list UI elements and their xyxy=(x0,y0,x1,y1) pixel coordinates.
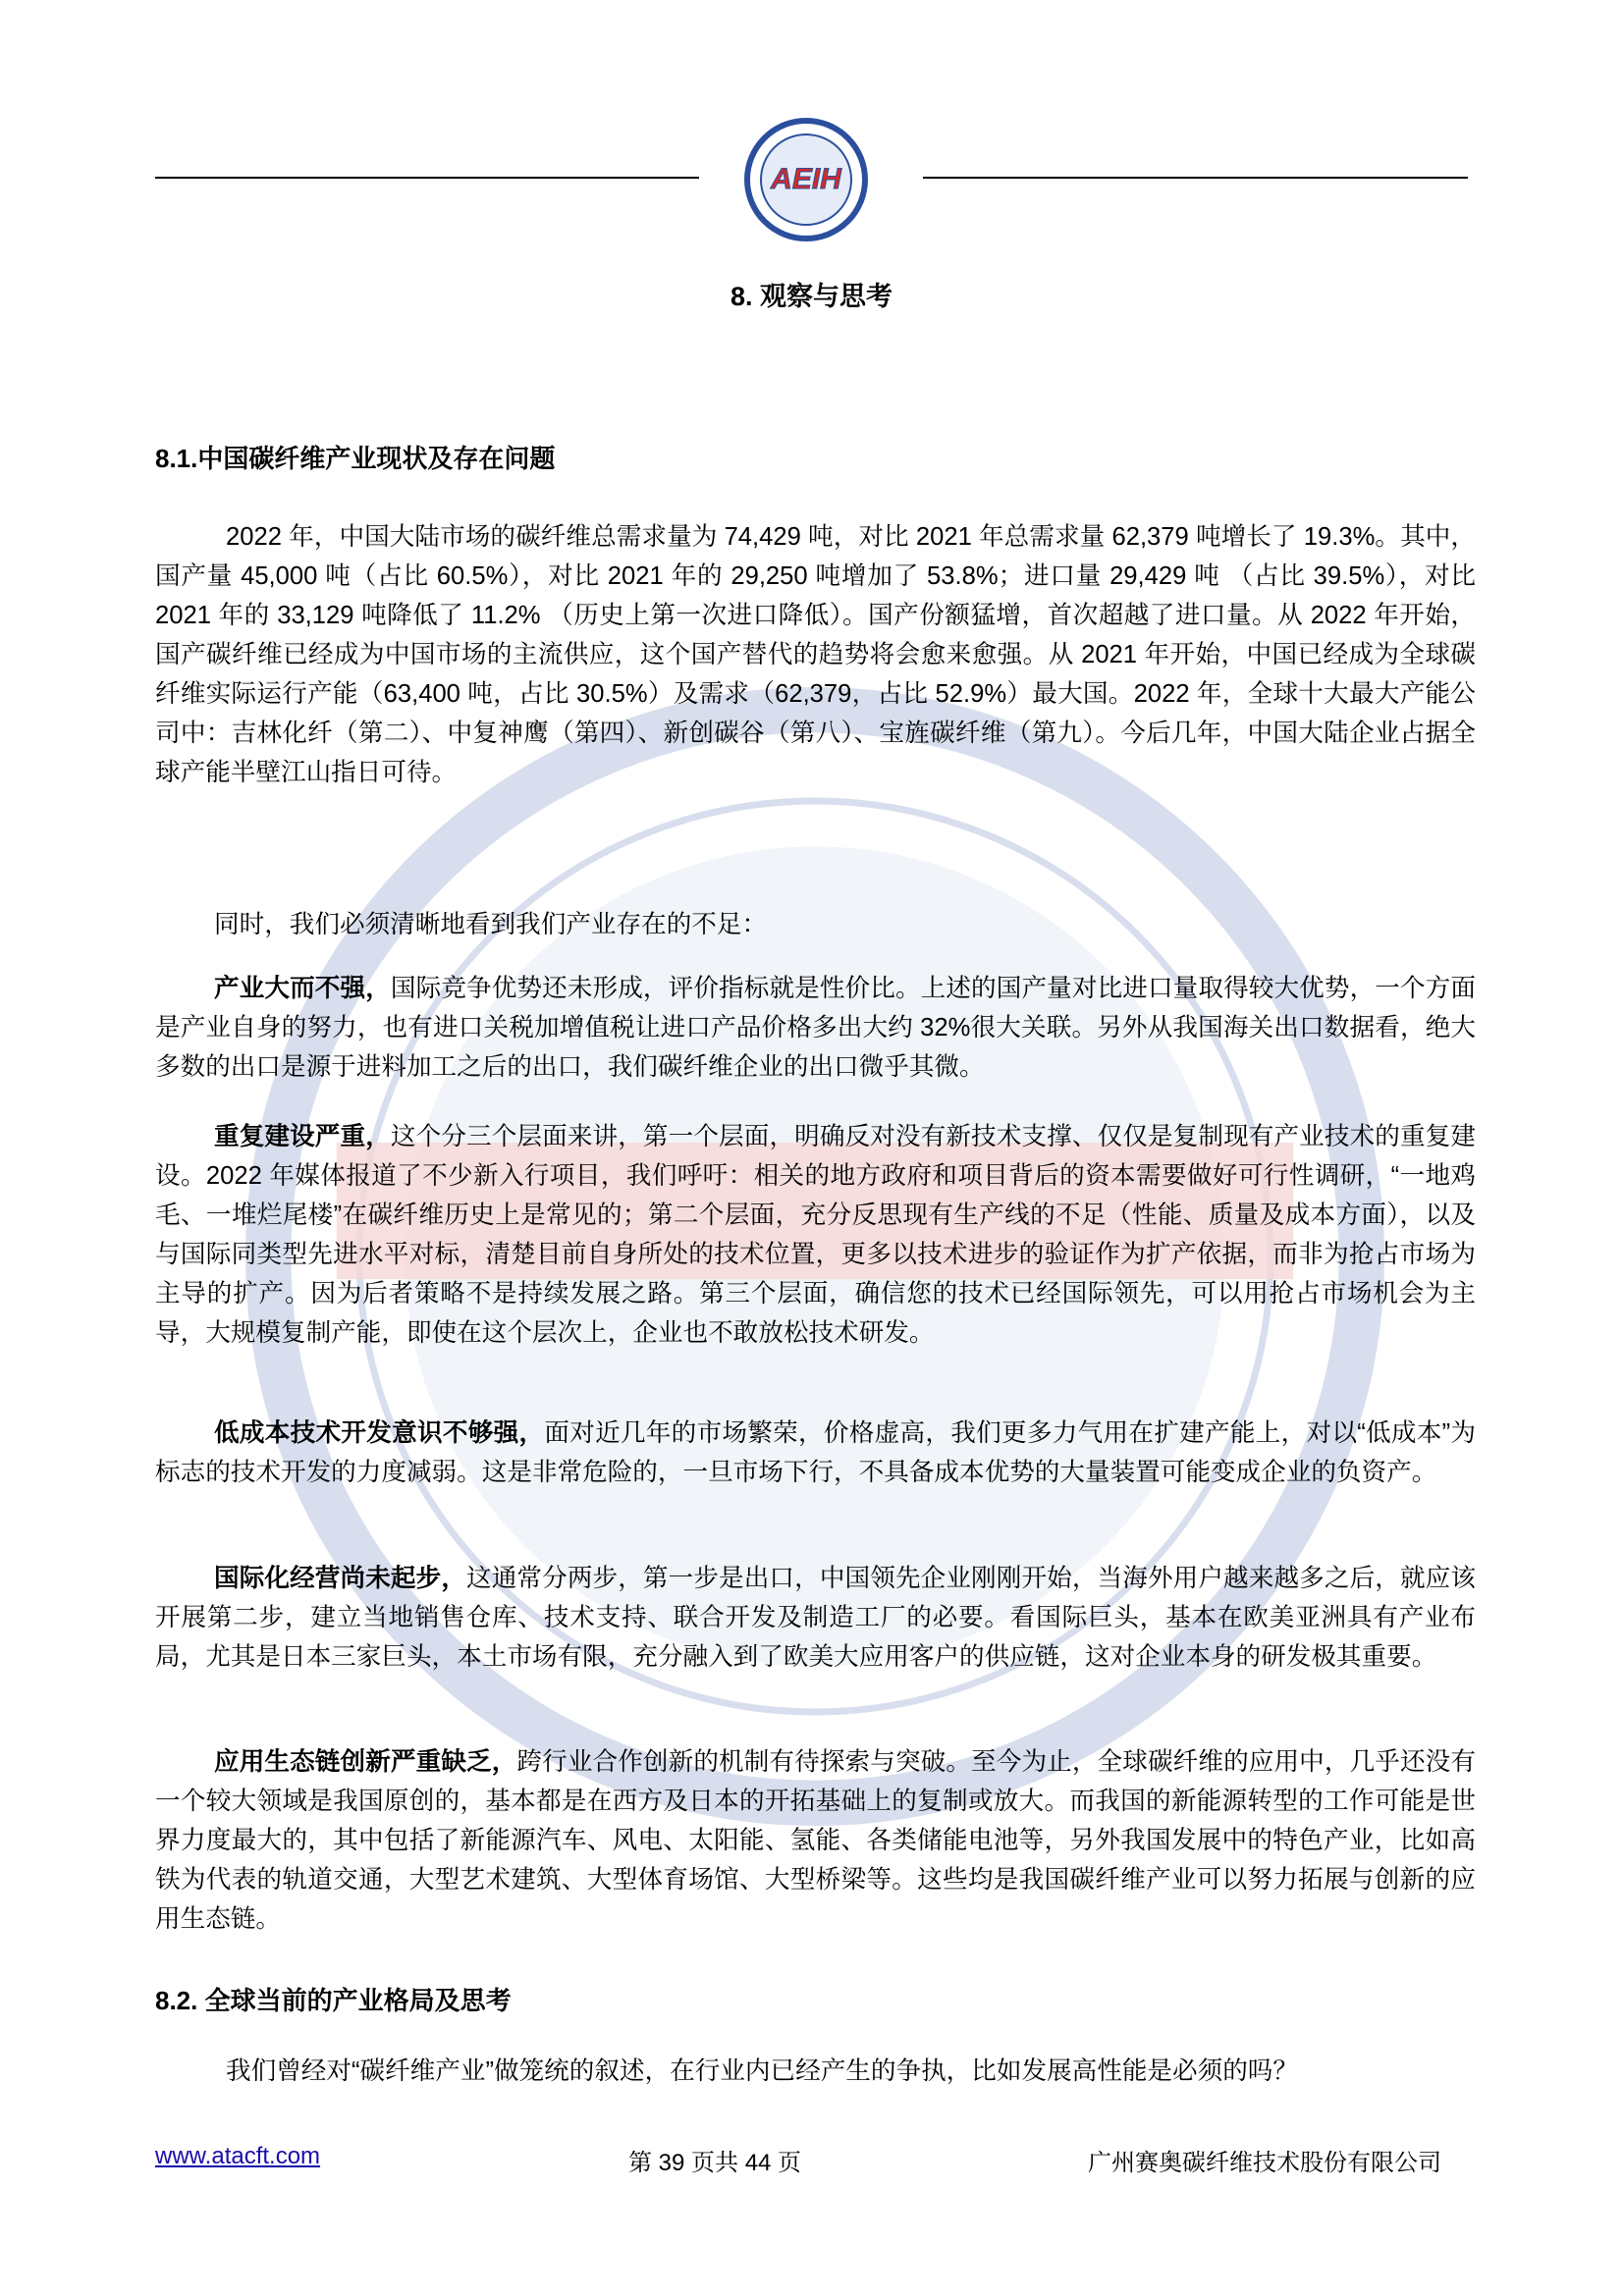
section-heading: 8.2. 全球当前的产业格局及思考 xyxy=(155,1986,512,2015)
svg-text:AEIH: AEIH xyxy=(771,163,841,195)
header-rule-right xyxy=(923,177,1468,179)
page-title: 8. 观察与思考 xyxy=(730,282,893,311)
paragraph-lead: 国际化经营尚未起步， xyxy=(214,1565,467,1592)
paragraph: 产业大而不强，国际竞争优势还未形成，评价指标就是性价比。上述的国产量对比进口量取得较大优势，一个方面是产业自身的努力，也有进口关税加增值税让进口产品价格多出大约 32%很大关联。另外从我国海关出口数据看，绝大多数的出口是源于进料加工之后的出口，我们碳纤维企业的出口微乎其微。 xyxy=(155,975,1476,1081)
paragraph-lead: 应用生态链创新严重缺乏， xyxy=(214,1748,517,1776)
paragraph-lead: 低成本技术开发意识不够强， xyxy=(214,1419,545,1447)
paragraph: 2022 年，中国大陆市场的碳纤维总需求量为 74,429 吨，对比 2021 年总需求量 62,379 吨增长了 19.3%。其中，国产量 45,000 吨（占比 60.5%），对比 2021 年的 29,250 吨增加了 53.8%；进口量 29,429 吨 （占比 39.5%），对比 2021 年的 33,129 吨降低了 11.2% （历史上第一次进口降低）。国产份额猛增，首次超越了进口量。从 2022 年开始，国产碳纤维已经成为中国市场的主流供应，这个国产替代的趋势将会愈来愈强。从 2021 年开始，中国已经成为全球碳纤维实际运行产能（63,400 吨，占比 30.5%）及需求（62,379，占比 52.9%）最大国。2022 年，全球十大最大产能公司中：吉林化纤（第二）、中复神鹰（第四）、新创碳谷（第八）、宝旌碳纤维（第九）。今后几年，中国大陆企业占据全球产能半壁江山指日可待。 xyxy=(155,523,1476,786)
aeih-logo xyxy=(742,116,870,243)
paragraph: 应用生态链创新严重缺乏，跨行业合作创新的机制有待探索与突破。至今为止，全球碳纤维的应用中，几乎还没有一个较大领域是我国原创的，基本都是在西方及日本的开拓基础上的复制或放大。而我国的新能源转型的工作可能是世界力度最大的，其中包括了新能源汽车、风电、太阳能、氢能、各类储能电池等，另外我国发展中的特色产业，比如高铁为代表的轨道交通，大型艺术建筑、大型体育场馆、大型桥梁等。这些均是我国碳纤维产业可以努力拓展与创新的应用生态链。 xyxy=(155,1748,1476,1933)
paragraph: 同时，我们必须清晰地看到我们产业存在的不足： xyxy=(214,911,768,938)
paragraph-lead: 产业大而不强， xyxy=(214,975,391,1002)
paragraph: 重复建设严重，这个分三个层面来讲，第一个层面，明确反对没有新技术支撑、仅仅是复制现有产业技术的重复建设。2022 年媒体报道了不少新入行项目，我们呼吁：相关的地方政府和项目背后的资本需要做好可行性调研，“一地鸡毛、一堆烂尾楼”在碳纤维历史上是常见的；第二个层面，充分反思现有生产线的不足（性能、质量及成本方面），以及与国际同类型先进水平对标，清楚目前自身所处的技术位置，更多以技术进步的验证作为扩产依据，而非为抢占市场为主导的扩产。因为后者策略不是持续发展之路。第三个层面，确信您的技术已经国际领先，可以用抢占市场机会为主导，大规模复制产能，即使在这个层次上，企业也不敢放松技术研发。 xyxy=(155,1123,1476,1347)
section-heading: 8.1.中国碳纤维产业现状及存在问题 xyxy=(155,444,556,473)
paragraph: 低成本技术开发意识不够强，面对近几年的市场繁荣，价格虚高，我们更多力气用在扩建产能上，对以“低成本”为标志的技术开发的力度减弱。这是非常危险的，一旦市场下行，不具备成本优势的大量装置可能变成企业的负资产。 xyxy=(155,1419,1476,1486)
header-rule-left xyxy=(155,177,699,179)
footer-company: 广州赛奥碳纤维技术股份有限公司 xyxy=(1088,2150,1441,2176)
paragraph: 国际化经营尚未起步，这通常分两步，第一步是出口，中国领先企业刚刚开始，当海外用户越来越多之后，就应该开展第二步，建立当地销售仓库、技术支持、联合开发及制造工厂的必要。看国际巨头，基本在欧美亚洲具有产业布局，尤其是日本三家巨头，本土市场有限，充分融入到了欧美大应用客户的供应链，这对企业本身的研发极其重要。 xyxy=(155,1565,1476,1671)
paragraph-lead: 重复建设严重， xyxy=(214,1123,391,1150)
paragraph: 我们曾经对“碳纤维产业”做笼统的叙述，在行业内已经产生的争执，比如发展高性能是必须的吗？ xyxy=(226,2057,1298,2085)
footer-website-link[interactable]: www.atacft.com xyxy=(155,2143,321,2169)
footer-page-number: 第 39 页共 44 页 xyxy=(628,2150,802,2176)
